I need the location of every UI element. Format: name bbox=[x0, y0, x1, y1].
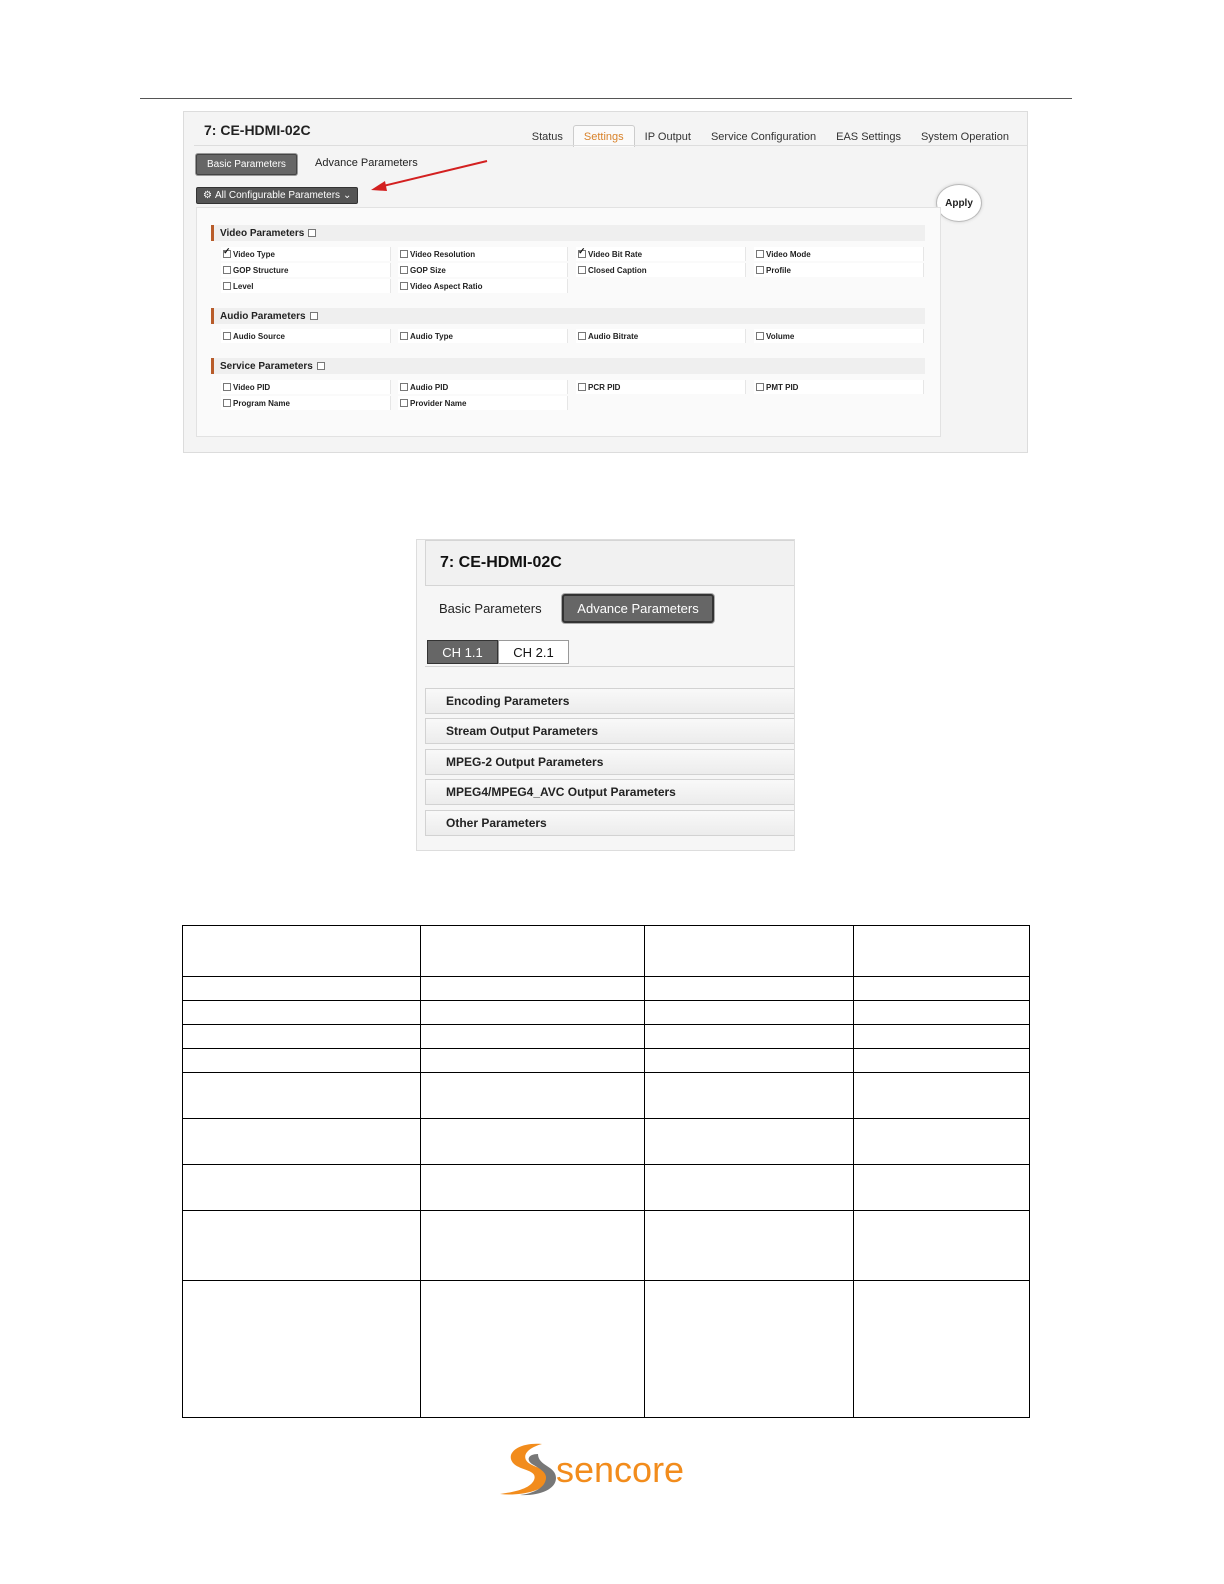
checkbox-audio-pid[interactable]: Audio PID bbox=[398, 380, 568, 394]
tab-service-configuration[interactable]: Service Configuration bbox=[710, 131, 817, 143]
all-configurable-parameters-dropdown[interactable] bbox=[196, 187, 358, 204]
service-parameters-header: Service Parameters bbox=[211, 358, 925, 374]
table-row bbox=[183, 1211, 1030, 1281]
tab-eas-settings[interactable]: EAS Settings bbox=[836, 131, 901, 143]
tab-settings[interactable]: Settings bbox=[573, 125, 635, 147]
service-parameters-checkbox[interactable] bbox=[317, 362, 325, 370]
dropdown-label: All Configurable Parameters bbox=[214, 190, 341, 201]
logo-text: sencore bbox=[556, 1449, 685, 1490]
header-rule bbox=[140, 98, 1072, 99]
table-row bbox=[183, 1001, 1030, 1025]
checkbox-provider-name[interactable]: Provider Name bbox=[398, 396, 568, 410]
checkbox-pcr-pid[interactable]: PCR PID bbox=[576, 380, 746, 394]
checkbox-video-pid[interactable]: Video PID bbox=[221, 380, 391, 394]
accordion-stream-output-parameters[interactable]: Stream Output Parameters bbox=[425, 718, 795, 744]
basic-parameters-link[interactable]: Basic Parameters bbox=[439, 601, 542, 616]
apply-button[interactable]: Apply bbox=[936, 184, 982, 222]
table-row bbox=[183, 1165, 1030, 1211]
device-header bbox=[425, 540, 795, 586]
checkbox-pmt-pid[interactable]: PMT PID bbox=[754, 380, 924, 394]
gear-icon: ⚙ bbox=[203, 190, 212, 201]
accordion-encoding-parameters[interactable]: Encoding Parameters bbox=[425, 688, 795, 714]
advance-parameters-button[interactable]: Advance Parameters bbox=[562, 594, 714, 623]
checkbox-gop-size[interactable]: GOP Size bbox=[398, 263, 568, 277]
checkbox-audio-bitrate[interactable]: Audio Bitrate bbox=[576, 329, 746, 343]
accordion-mpeg4-avc-output-parameters[interactable]: MPEG4/MPEG4_AVC Output Parameters bbox=[425, 779, 795, 805]
tab-bar bbox=[522, 123, 1019, 147]
tab-status[interactable]: Status bbox=[531, 131, 563, 143]
red-arrow-icon bbox=[369, 159, 489, 195]
checkbox-closed-caption[interactable]: Closed Caption bbox=[576, 263, 746, 277]
video-parameters-checkbox[interactable] bbox=[308, 229, 316, 237]
device-title: 7: CE-HDMI-02C bbox=[440, 554, 562, 571]
advance-parameters-link[interactable]: Advance Parameters bbox=[315, 157, 418, 169]
checkbox-profile[interactable]: Profile bbox=[754, 263, 924, 277]
checkbox-video-type[interactable]: ✓ Video Type bbox=[221, 247, 391, 261]
tab-ip-output[interactable]: IP Output bbox=[644, 131, 691, 143]
checkbox-audio-source[interactable]: Audio Source bbox=[221, 329, 391, 343]
checkbox-video-resolution[interactable]: Video Resolution bbox=[398, 247, 568, 261]
sencore-logo bbox=[498, 1440, 718, 1498]
table-row bbox=[183, 926, 1030, 977]
table-row bbox=[183, 1025, 1030, 1049]
parameters-table bbox=[182, 925, 1030, 1418]
audio-parameters-checkbox[interactable] bbox=[310, 312, 318, 320]
checkbox-video-aspect-ratio[interactable]: Video Aspect Ratio bbox=[398, 279, 568, 293]
basic-parameters-screenshot bbox=[183, 111, 1028, 453]
parameters-panel bbox=[196, 207, 941, 437]
advance-parameters-screenshot bbox=[416, 539, 795, 851]
device-title: 7: CE-HDMI-02C bbox=[204, 122, 311, 138]
tab-system-operation[interactable]: System Operation bbox=[920, 131, 1009, 143]
checkbox-volume[interactable]: Volume bbox=[754, 329, 924, 343]
checkbox-program-name[interactable]: Program Name bbox=[221, 396, 391, 410]
tab-divider bbox=[194, 145, 1027, 146]
accordion-other-parameters[interactable]: Other Parameters bbox=[425, 810, 795, 836]
checkbox-gop-structure[interactable]: GOP Structure bbox=[221, 263, 391, 277]
table-row bbox=[183, 1049, 1030, 1073]
checkbox-level[interactable]: Level bbox=[221, 279, 391, 293]
chevron-down-icon: ⌄ bbox=[343, 190, 352, 201]
checkbox-video-mode[interactable]: Video Mode bbox=[754, 247, 924, 261]
table-row bbox=[183, 1119, 1030, 1165]
tab-ch-1-1[interactable]: CH 1.1 bbox=[427, 640, 498, 664]
channel-tabs bbox=[425, 640, 795, 667]
checkbox-video-bit-rate[interactable]: ✓ Video Bit Rate bbox=[576, 247, 746, 261]
basic-parameters-button[interactable]: Basic Parameters bbox=[196, 154, 297, 175]
tab-ch-2-1[interactable]: CH 2.1 bbox=[498, 640, 569, 664]
table-row bbox=[183, 1281, 1030, 1418]
checkbox-audio-type[interactable]: Audio Type bbox=[398, 329, 568, 343]
table-row bbox=[183, 1073, 1030, 1119]
table-row bbox=[183, 977, 1030, 1001]
audio-parameters-header: Audio Parameters bbox=[211, 308, 925, 324]
video-parameters-header: Video Parameters bbox=[211, 225, 925, 241]
accordion-mpeg2-output-parameters[interactable]: MPEG-2 Output Parameters bbox=[425, 749, 795, 775]
